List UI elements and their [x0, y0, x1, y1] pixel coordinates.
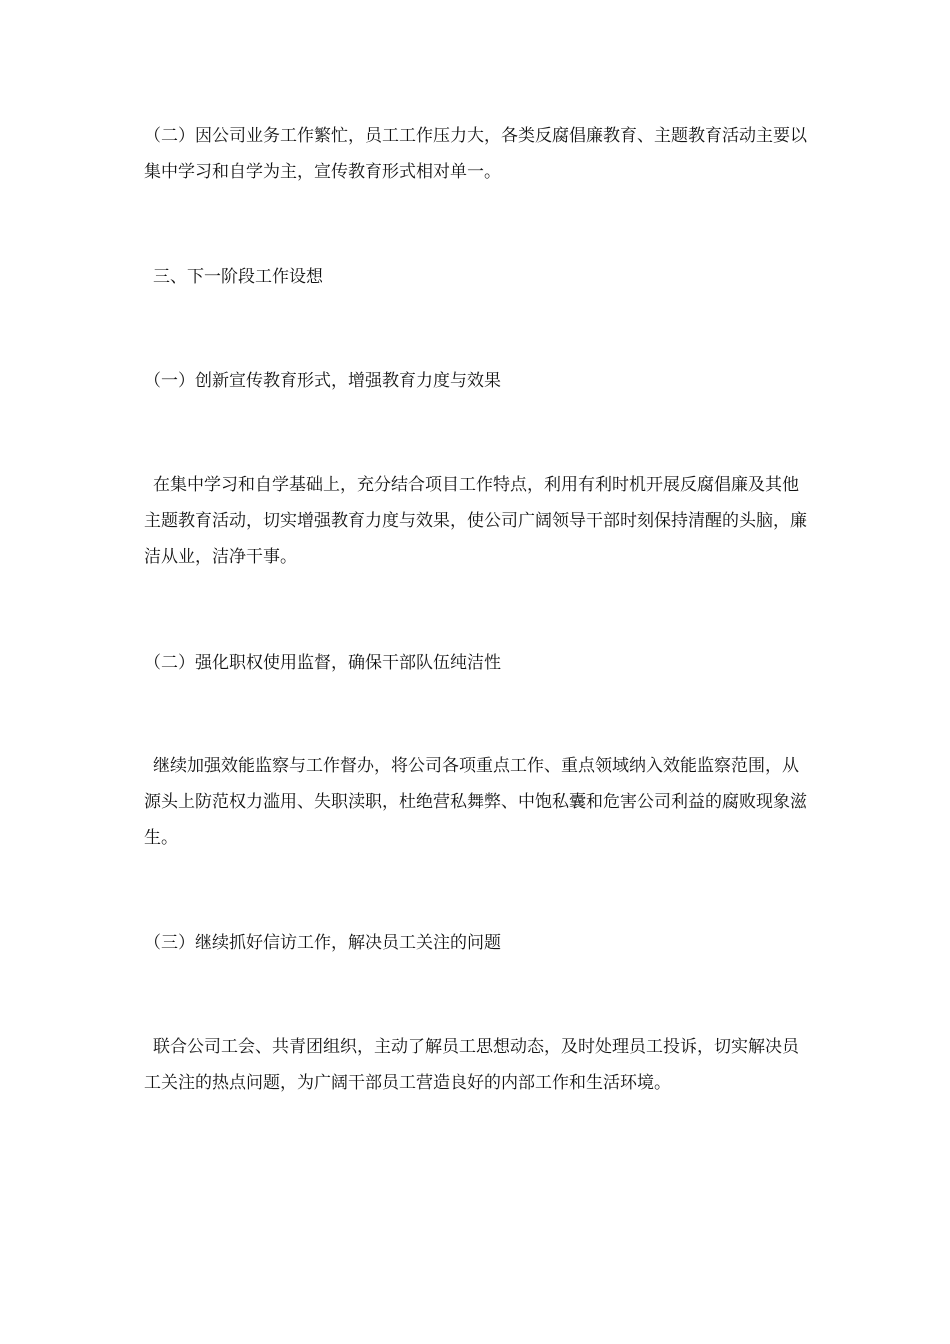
paragraph-innovate-education: 在集中学习和自学基础上，充分结合项目工作特点，利用有利时机开展反腐倡廉及其他主题教育活动，切实增强教育力度与效果，使公司广阔领导干部时刻保持清醒的头脑，廉洁从业，洁净干事。: [144, 475, 807, 567]
paragraph-strengthen-supervision: 继续加强效能监察与工作督办，将公司各项重点工作、重点领域纳入效能监察范围，从源头上防范权力滥用、失职渎职，杜绝营私舞弊、中饱私囊和危害公司利益的腐败现象滋生。: [144, 756, 807, 848]
subheading-innovate-education: （一）创新宣传教育形式，增强教育力度与效果: [144, 371, 501, 391]
paragraph-petition-work: 联合公司工会、共青团组织，主动了解员工思想动态，及时处理员工投诉，切实解决员工关注的热点问题，为广阔干部员工营造良好的内部工作和生活环境。: [144, 1037, 799, 1093]
subheading-petition-work: （三）继续抓好信访工作，解决员工关注的问题: [144, 933, 501, 953]
section-heading-next-stage: 三、下一阶段工作设想: [153, 267, 323, 287]
paragraph-issue-two: （二）因公司业务工作繁忙，员工工作压力大，各类反腐倡廉教育、主题教育活动主要以集中学习和自学为主，宣传教育形式相对单一。: [144, 126, 807, 182]
subheading-strengthen-supervision: （二）强化职权使用监督，确保干部队伍纯洁性: [144, 653, 501, 673]
